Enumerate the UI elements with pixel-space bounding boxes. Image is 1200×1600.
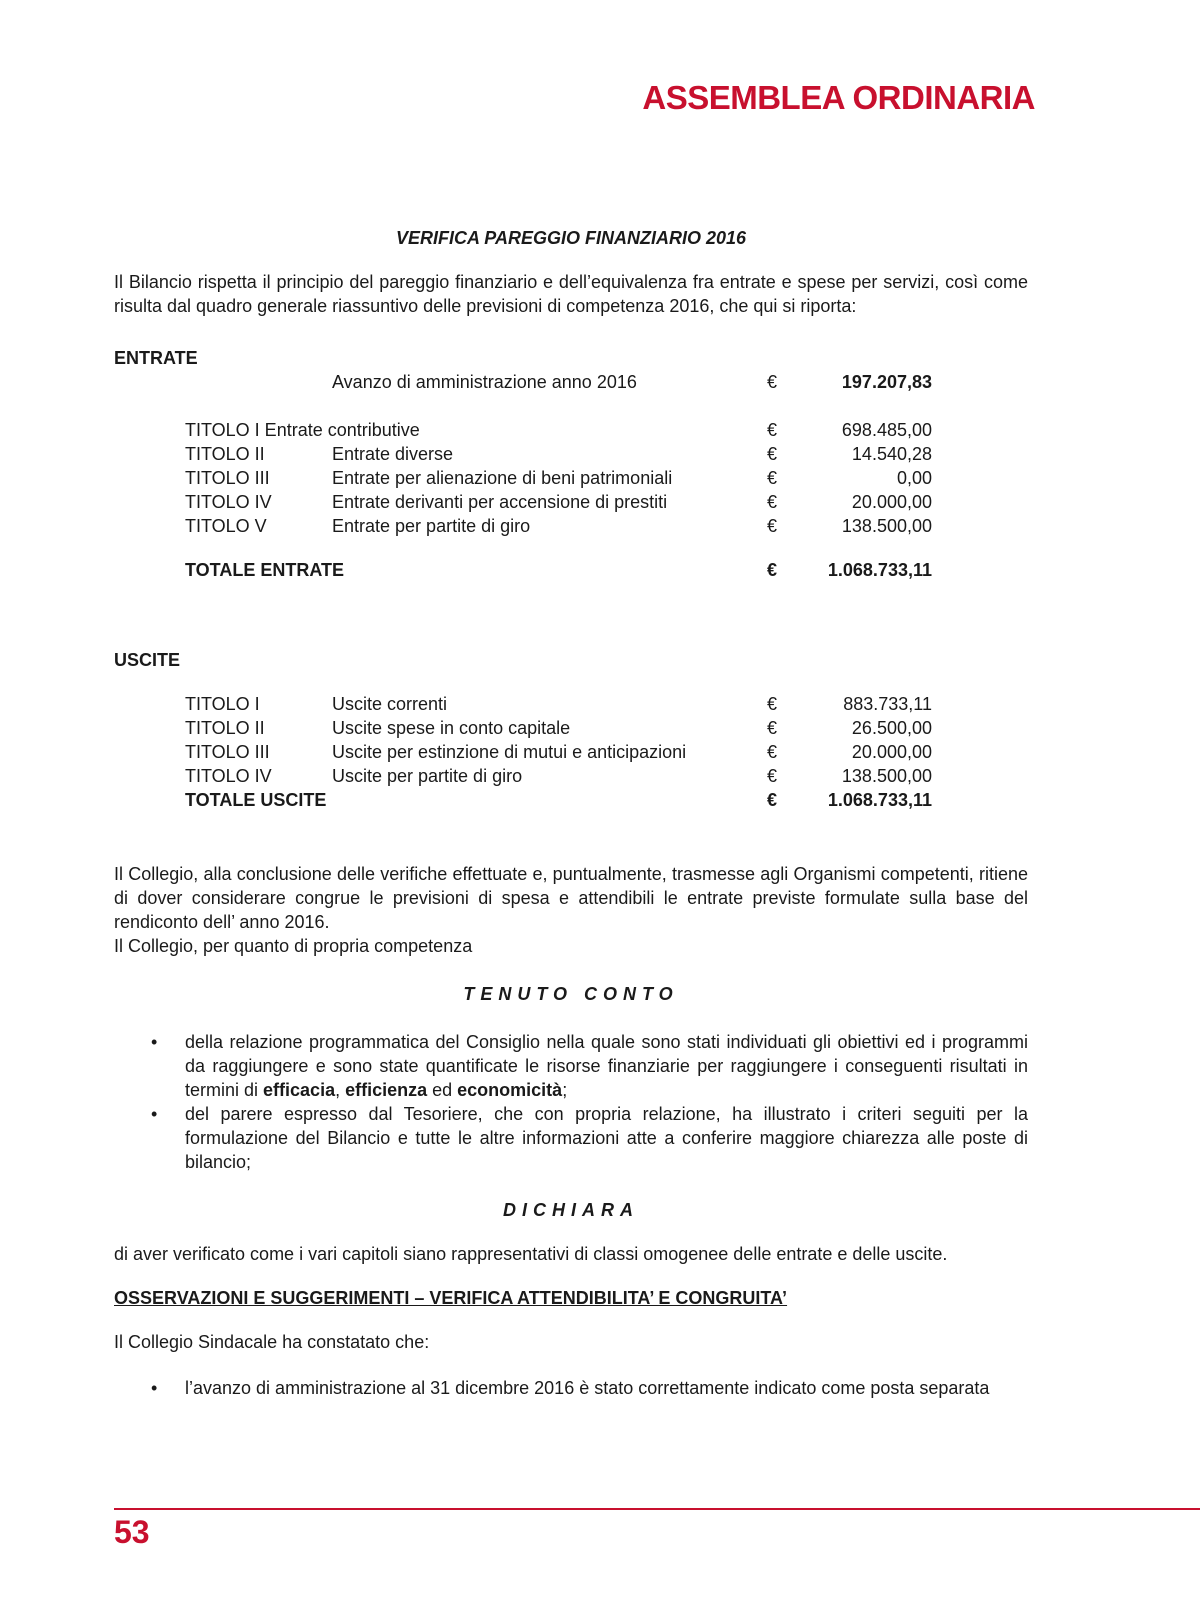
uscite-row-amount: 20.000,00 — [851, 742, 932, 762]
entrate-row-currency: € — [767, 444, 778, 464]
avanzo-amount: 197.207,83 — [841, 372, 932, 392]
uscite-row — [0, 692, 1200, 716]
efficacia-term: efficacia — [263, 1080, 336, 1100]
tenuto-conto-heading: TENUTO CONTO — [463, 984, 679, 1004]
entrate-row-titolo: TITOLO V — [185, 516, 267, 536]
entrate-total-row — [0, 558, 1200, 582]
entrate-row-currency: € — [767, 492, 778, 512]
uscite-row-amount: 26.500,00 — [851, 718, 932, 738]
uscite-row-amount: 138.500,00 — [841, 766, 932, 786]
uscite-row-titolo: TITOLO I — [185, 694, 260, 714]
entrate-total-currency: € — [767, 560, 778, 580]
entrate-row-amount: 698.485,00 — [841, 420, 932, 440]
uscite-total-amount: 1.068.733,11 — [827, 790, 932, 810]
entrate-row-amount: 20.000,00 — [851, 492, 932, 512]
uscite-heading: USCITE — [114, 650, 181, 670]
entrate-row — [0, 490, 1200, 514]
bullet-dot: • — [151, 1104, 158, 1124]
entrate-row-desc: Entrate derivanti per accensione di prestiti — [332, 492, 668, 512]
avanzo-currency: € — [767, 372, 778, 392]
uscite-row-desc: Uscite per estinzione di mutui e anticipazioni — [332, 742, 687, 762]
uscite-row-amount: 883.733,11 — [843, 694, 932, 714]
footer-divider — [114, 1508, 1200, 1510]
bullet-relazione-programmatica — [185, 1030, 1028, 1102]
collegio-paragraph: Il Collegio, alla conclusione delle verifiche effettuate e, puntualmente, trasmesse agli Organismi competenti, ritiene di dover considerare congrue le previsioni di spesa e attendibili le entrate previste formulate sulla base del rendiconto dell’ anno 2016. — [114, 864, 1028, 932]
entrate-row-titolo: TITOLO II — [185, 444, 265, 464]
collegio-line: Il Collegio, per quanto di propria competenza — [114, 936, 473, 956]
entrate-row-currency: € — [767, 516, 778, 536]
entrate-row — [0, 418, 1200, 442]
entrate-row-titolo: TITOLO I Entrate contributive — [185, 420, 420, 440]
entrate-row-desc: Entrate per alienazione di beni patrimoniali — [332, 468, 673, 488]
uscite-row-desc: Uscite correnti — [332, 694, 448, 714]
entrate-row-amount: 14.540,28 — [851, 444, 932, 464]
entrate-row-currency: € — [767, 420, 778, 440]
bullet-separator: ed — [427, 1080, 458, 1100]
uscite-row-desc: Uscite spese in conto capitale — [332, 718, 571, 738]
avanzo-row — [0, 370, 1200, 394]
bullet-text-part: della relazione programmatica del Consiglio nella quale sono stati individuati gli obiettivi ed i programmi da raggiungere e sono state quantificate le risorse finanziarie per raggiungere i conseguenti risultati in termini di — [185, 1032, 1028, 1100]
entrate-row-titolo: TITOLO IV — [185, 492, 272, 512]
bullet-parere-tesoriere: del parere espresso dal Tesoriere, che con propria relazione, ha illustrato i criteri seguiti per la formulazione del Bilancio e tutte le altre informazioni atte a conferire maggiore chiarezza alle poste di bilancio; — [185, 1104, 1028, 1172]
dichiara-heading: DICHIARA — [503, 1200, 639, 1220]
uscite-total-label: TOTALE USCITE — [185, 790, 327, 810]
uscite-row — [0, 764, 1200, 788]
sindacale-line: Il Collegio Sindacale ha constatato che: — [114, 1332, 430, 1352]
uscite-row-desc: Uscite per partite di giro — [332, 766, 523, 786]
uscite-row — [0, 716, 1200, 740]
entrate-row — [0, 442, 1200, 466]
uscite-row-currency: € — [767, 694, 778, 714]
entrate-total-amount: 1.068.733,11 — [827, 560, 932, 580]
uscite-row-titolo: TITOLO III — [185, 742, 270, 762]
economicita-term: economicità — [457, 1080, 563, 1100]
uscite-total-currency: € — [767, 790, 778, 810]
entrate-row-amount: 0,00 — [896, 468, 932, 488]
bullet-avanzo: l’avanzo di amministrazione al 31 dicembre 2016 è stato correttamente indicato come posta separata — [185, 1378, 990, 1398]
uscite-row-currency: € — [767, 742, 778, 762]
entrate-total-label: TOTALE ENTRATE — [185, 560, 344, 580]
entrate-row-currency: € — [767, 468, 778, 488]
page-header-title: ASSEMBLEA ORDINARIA — [642, 79, 1035, 116]
entrate-row-titolo: TITOLO III — [185, 468, 270, 488]
intro-paragraph: Il Bilancio rispetta il principio del pareggio finanziario e dell’equivalenza fra entrate e spese per servizi, così come risulta dal quadro generale riassuntivo delle previsioni di competenza 2016, che qui si riporta: — [114, 272, 1028, 316]
entrate-row — [0, 466, 1200, 490]
uscite-row-titolo: TITOLO IV — [185, 766, 272, 786]
entrate-heading: ENTRATE — [114, 348, 198, 368]
bullet-separator: , — [335, 1080, 346, 1100]
avanzo-desc: Avanzo di amministrazione anno 2016 — [332, 372, 637, 392]
bullet-dot: • — [151, 1378, 158, 1398]
efficienza-term: efficienza — [345, 1080, 428, 1100]
uscite-total-row — [0, 788, 1200, 812]
entrate-row-amount: 138.500,00 — [841, 516, 932, 536]
uscite-row-currency: € — [767, 766, 778, 786]
osservazioni-heading: OSSERVAZIONI E SUGGERIMENTI – VERIFICA ATTENDIBILITA’ E CONGRUITA’ — [114, 1288, 788, 1308]
entrate-row-desc: Entrate diverse — [332, 444, 454, 464]
uscite-row — [0, 740, 1200, 764]
entrate-row-desc: Entrate per partite di giro — [332, 516, 531, 536]
bullet-text-end: ; — [562, 1080, 568, 1100]
page-number: 53 — [114, 1514, 150, 1550]
section-title: VERIFICA PAREGGIO FINANZIARIO 2016 — [395, 228, 747, 248]
entrate-row — [0, 514, 1200, 538]
uscite-row-currency: € — [767, 718, 778, 738]
dichiara-text: di aver verificato come i vari capitoli siano rappresentativi di classi omogenee delle entrate e delle uscite. — [114, 1244, 948, 1264]
bullet-dot: • — [151, 1032, 158, 1052]
uscite-row-titolo: TITOLO II — [185, 718, 265, 738]
